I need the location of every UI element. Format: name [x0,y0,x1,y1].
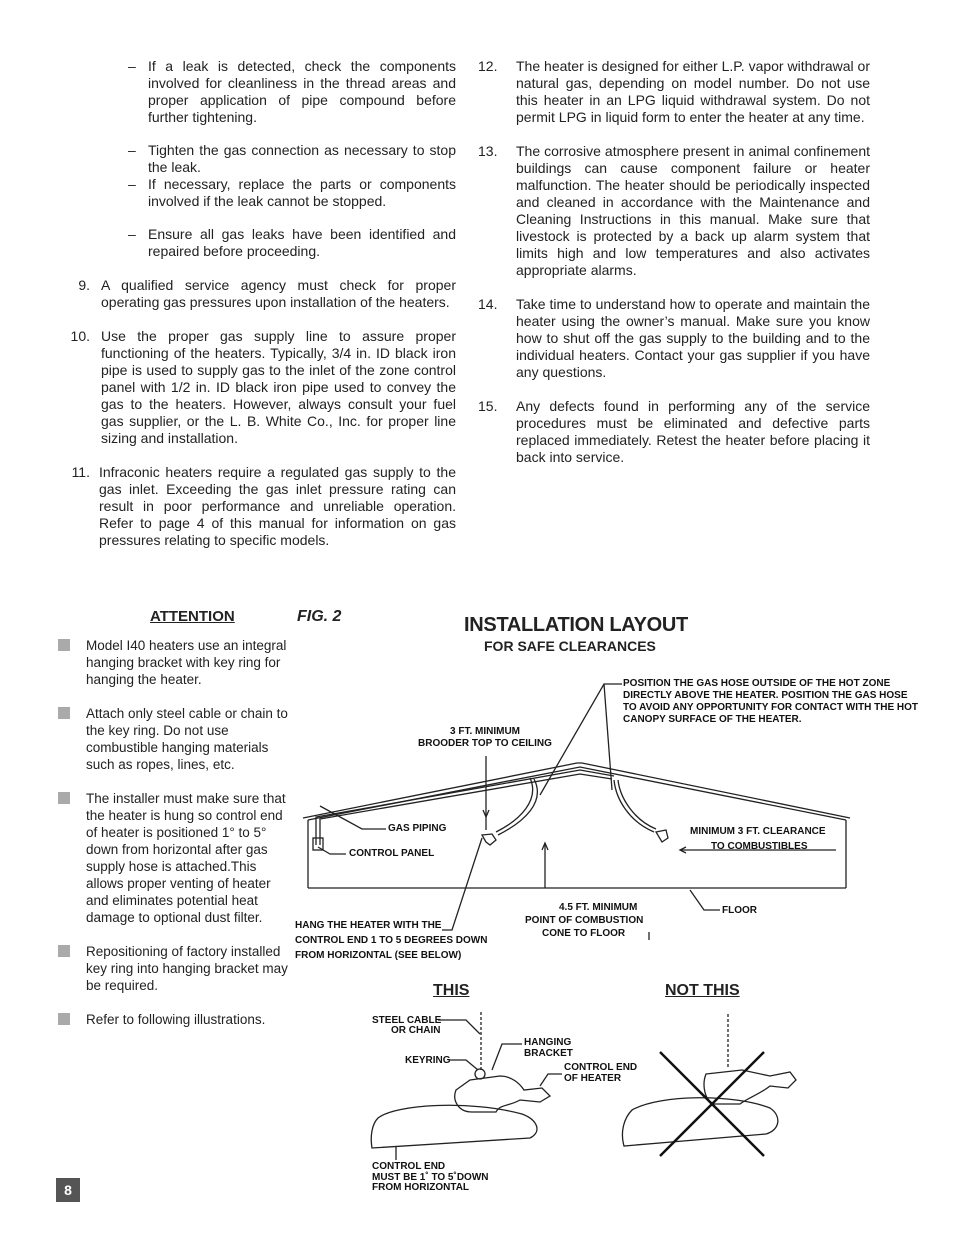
numbered-item-13: 13. The corrosive atmosphere present in animal confinement buildings can cause component failure or heater malfunction. The heater should be periodically inspected and cleaned in accordance with the Maintenance and Cleaning Instructions in this manual. Make sure that livestock is protected by a back up alarm system that limits high and low temperatures and also activates appropriate alarms. [478,143,870,278]
this-label: THIS [433,982,470,999]
numbered-item-9: 9. A qualified service agency must check for proper operating gas pressures upon installation of the heaters. [78,277,456,310]
combustion-label-line-2: POINT OF COMBUSTION [525,915,644,926]
control-end-label-line-1: CONTROL END [564,1062,638,1073]
control-end-down-label-line-3: FROM HORIZONTAL [372,1182,470,1193]
installation-layout-subtitle: FOR SAFE CLEARANCES [484,638,656,654]
control-end-down-label-line-2: MUST BE 1˚ TO 5˚DOWN [372,1172,489,1183]
dash-item: – If a leak is detected, check the components involved for cleanliness in the thread areas and proper application of pipe compound before further tightening. [128,58,456,125]
gas-piping-label: GAS PIPING [388,823,447,834]
dash-item: – If necessary, replace the parts or components involved if the leak cannot be stopped. [128,176,456,209]
bullet-item: Attach only steel cable or chain to the key ring. Do not use combustible hanging materials such as ropes, lines, etc. [58,705,294,773]
control-panel-label: CONTROL PANEL [349,848,435,859]
bullet-item: Repositioning of factory installed key ring into hanging bracket may be required. [58,943,294,994]
numbered-item-15: 15. Any defects found in performing any of the service procedures must be eliminated and defective parts replaced immediately. Retest the heater before placing it back into service. [478,398,870,465]
bracket-label-line-1: HANGING [524,1037,572,1048]
gas-hose-label: POSITION THE GAS HOSE OUTSIDE OF THE HOT ZONE DIRECTLY ABOVE THE HEATER. POSITION THE GAS HOSE TO AVOID ANY OPPORTUNITY FOR CONTACT WITH THE HOT CANOPY SURFACE OF THE HEATER. [623,678,918,725]
page-number: 8 [56,1178,80,1202]
numbered-item-11: 11. Infraconic heaters require a regulated gas supply to the gas inlet. Exceeding the gas inlet pressure rating can result in poor performance and unreliable operation. Refer to page 4 of this manual for information on gas pressures relating to specific models. [71,464,456,548]
ceiling-label-line-1: 3 FT. MINIMUM [450,726,520,737]
bullet-item: Model I40 heaters use an integral hanging bracket with key ring for hanging the heater. [58,637,294,688]
figure-label: FIG. 2 [297,608,342,625]
steel-cable-label-line-1: STEEL CABLE [372,1015,442,1026]
bullet-item: The installer must make sure that the heater is hung so control end of heater is positioned 1° to 5° down from horizontal after gas supply hose is attached.This allows proper venting of heater and eliminates potential heat damage to optional dust filter. [58,790,294,926]
ceiling-label-line-2: BROODER TOP TO CEILING [418,738,552,749]
combustion-label-line-3: CONE TO FLOOR [542,928,626,939]
hang-label-line-1: HANG THE HEATER WITH THE [295,920,442,931]
not-this-label: NOT THIS [665,982,740,999]
hang-label-line-2: CONTROL END 1 TO 5 DEGREES DOWN [295,935,488,946]
dash-item: – Ensure all gas leaks have been identified and repaired before proceeding. [128,226,456,259]
bracket-label-line-2: BRACKET [524,1048,573,1059]
clearance-label-line-1: MINIMUM 3 FT. CLEARANCE [690,826,826,837]
attention-heading: ATTENTION [150,608,235,625]
numbered-item-14: 14. Take time to understand how to operate and maintain the heater using the owner’s manual. Make sure you know how to shut off the gas supply to the building and to the individual heaters. Contact your gas supplier if you have any questions. [478,296,870,380]
control-end-label-line-2: OF HEATER [564,1073,622,1084]
floor-label: FLOOR [722,905,757,916]
bullet-item: Refer to following illustrations. [58,1011,294,1028]
numbered-item-10: 10. Use the proper gas supply line to assure proper functioning of the heaters. Typically, 3/4 in. ID black iron pipe is used to supply gas to the inlet of the zone control panel with 1/2 in. ID black iron pipe used to convey the gas to the heaters. However, always consult your fuel gas supplier, or the L. B. White Co., Inc. for proper line sizing and installation. [70,328,456,446]
dash-item: – Tighten the gas connection as necessary to stop the leak. [128,142,456,175]
installation-layout-title: INSTALLATION LAYOUT [464,614,688,636]
steel-cable-label-line-2: OR CHAIN [391,1025,441,1036]
control-end-down-label-line-1: CONTROL END [372,1161,446,1172]
clearance-label-line-2: TO COMBUSTIBLES [711,841,808,852]
numbered-item-12: 12. The heater is designed for either L.P. vapor withdrawal or natural gas, depending on model number. Do not use this heater in an LPG liquid withdrawal system. Do not permit LPG in liquid form to enter the heater at any time. [478,58,870,125]
keyring-label: KEYRING [405,1055,451,1066]
hang-label-line-3: FROM HORIZONTAL (SEE BELOW) [295,950,462,961]
combustion-label-line-1: 4.5 FT. MINIMUM [559,902,638,913]
